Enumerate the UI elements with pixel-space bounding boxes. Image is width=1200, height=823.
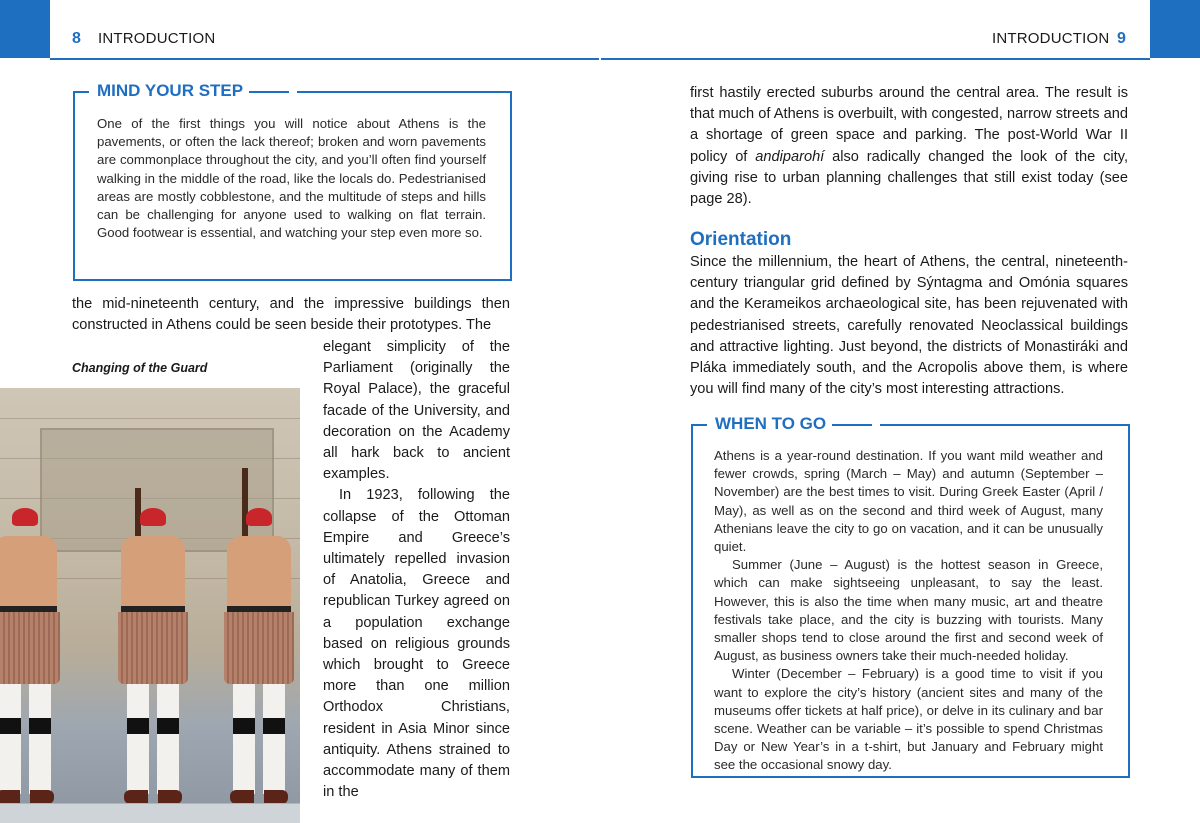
guard-garters [0, 718, 51, 734]
mind-your-step-paragraph: One of the first things you will notice about Athens is the pavements, or often the lack thereof; broken and worn pavements are commonplace throughout the city, and you’ll often find yourself walking in the middle of the road, like the locals do. Pedestrianised areas are mostly cobblestone, and the multitude of steps and hills can be challenging for anyone used to walking on flat terrain. Good footwear is essential, and watching your step even more so. [97, 116, 486, 241]
left-running-head: INTRODUCTION [98, 30, 216, 47]
changing-of-the-guard-photo [0, 388, 300, 823]
right-body-intro [690, 83, 1128, 210]
fez-cap-icon [246, 508, 272, 526]
right-running-head: INTRODUCTION [992, 30, 1110, 47]
left-body-column [323, 337, 510, 803]
guard-legs [233, 684, 285, 794]
when-to-go-text [714, 447, 1103, 775]
orientation-heading: Orientation [690, 229, 792, 250]
evzone-guard [224, 508, 294, 818]
when-to-go-title-text: WHEN TO GO [715, 414, 827, 433]
tsarouchi-shoes [0, 790, 54, 804]
marble-steps [0, 803, 300, 823]
right-body-p1-end: also radically changed the look of the city, giving rise to urban planning challenges that still exist today (see page 28). [690, 148, 1128, 208]
guard-legs [0, 684, 51, 794]
left-body-column-paragraph-1: elegant simplicity of the Parliament (originally the Royal Palace), the graceful facade of the University, and decoration on the Academy all hark back to ancient examples. [323, 339, 510, 483]
when-to-go-paragraph-3: Winter (December – February) is a good time to visit if you want to explore the city’s history (ancient sites and many of the museums offer tickets at half price), or delve in its culinary and bar scene. Weather can be variable – it’s possible to spend Christmas Day or New Year’s in a t-shirt, but January and February might see the occasional snowy day. [714, 666, 1103, 773]
right-body-paragraph [690, 83, 1128, 210]
tsarouchi-shoes [230, 790, 288, 804]
left-body-full-width [72, 294, 510, 336]
evzone-guard [118, 508, 188, 818]
right-body-p1: first hastily erected suburbs around the central area. The result is that much of Athens is overbuilt, with congested, narrow streets and a shortage of green space and parking. The post-World War II policy of [690, 85, 1128, 165]
fez-cap-icon [140, 508, 166, 526]
title-rule [832, 424, 872, 426]
photo-caption: Changing of the Guard [72, 361, 208, 375]
title-rule [249, 91, 289, 93]
fustanella-skirt [224, 612, 294, 684]
left-body-column-paragraph-2: In 1923, following the collapse of the Ottoman Empire and Greece’s ultimately repelled invasion of Anatolia, Greece and republican Turkey agreed on a population exchange based on religious grounds which brought to Greece more than one million Orthodox Christians, resident in Asia Minor since antiquity. Athens strained to accommodate many of them in the [323, 487, 510, 801]
when-to-go-paragraph-1: Athens is a year-round destination. If you want mild weather and fewer crowds, spring (March – May) and autumn (September – November) are the best times to visit. During Greek Easter (April / May), as well as on the second and third week of August, many Athenians leave the city to go on vacation, and it can be unusually quiet. [714, 448, 1103, 555]
when-to-go-paragraph-2: Summer (June – August) is the hottest season in Greece, which can make sightseeing unpleasant, to say the least. However, this is also the time when many music, art and theatre festivals take place, and the city is buzzing with tourists. Many smaller shops tend to close around the first and second week of August, as business owners take their much-needed holiday. [714, 557, 1103, 664]
fez-cap-icon [12, 508, 38, 526]
when-to-go-title [707, 414, 880, 434]
mind-your-step-title [89, 81, 297, 101]
tsarouchi-shoes [124, 790, 182, 804]
left-page-number: 8 [72, 30, 81, 47]
orientation-text [690, 252, 1128, 400]
left-body-full-paragraph: the mid-nineteenth century, and the impressive buildings then constructed in Athens could be seen beside their prototypes. The [72, 296, 510, 334]
guard-garters [233, 718, 285, 734]
mind-your-step-text [97, 115, 486, 242]
guard-legs [127, 684, 179, 794]
wall-line [0, 418, 300, 419]
fustanella-skirt [0, 612, 60, 684]
evzone-guard [0, 508, 60, 818]
left-page-tab [0, 0, 50, 58]
right-body-italic-term: andiparohí [755, 148, 825, 165]
right-page-number: 9 [1117, 30, 1126, 47]
left-header-rule [50, 58, 599, 60]
right-page-tab [1150, 0, 1200, 58]
guard-garters [127, 718, 179, 734]
orientation-paragraph: Since the millennium, the heart of Athens, the central, nineteenth-century triangular grid defined by Sýntagma and Omónia squares and the Kerameikos archaeological site, has been rejuvenated with pedestrianised streets, carefully renovated Neoclassical buildings and attractive lighting. Just beyond, the districts of Monastiráki and Pláka immediately south, and the Acropolis above them, is where you will find many of the city’s most interesting attractions. [690, 254, 1128, 398]
mind-your-step-title-text: MIND YOUR STEP [97, 81, 244, 100]
fustanella-skirt [118, 612, 188, 684]
right-header-rule [601, 58, 1150, 60]
